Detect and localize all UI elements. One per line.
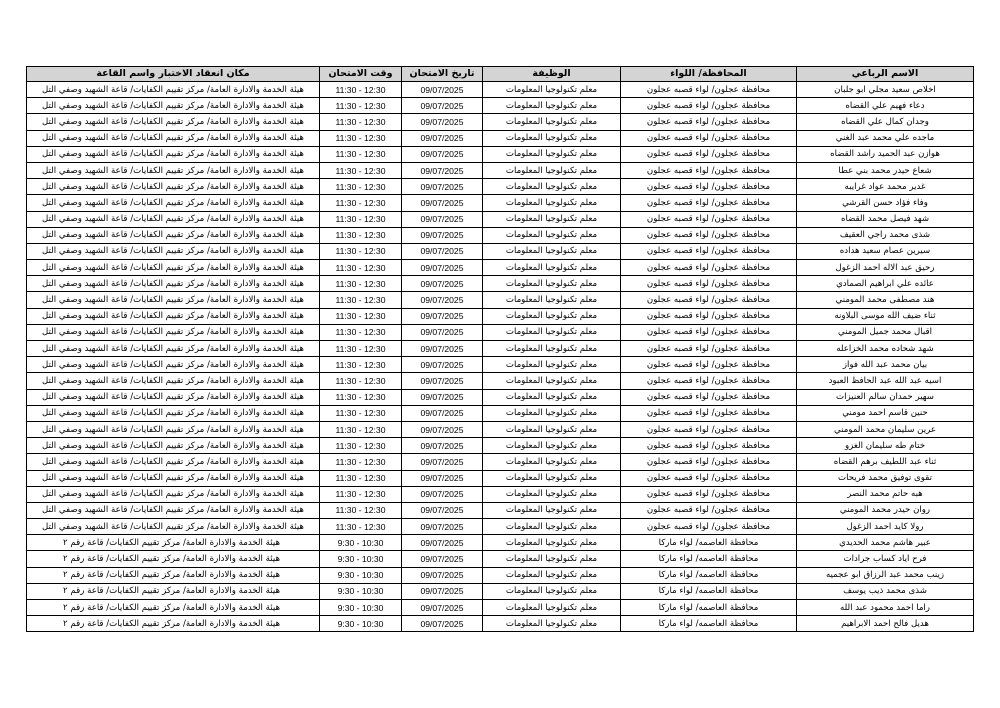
cell-exam-time: 11:30 - 12:30 xyxy=(320,146,402,162)
table-row xyxy=(27,551,974,567)
table-row xyxy=(27,179,974,195)
cell-exam-place: هيئة الخدمة والادارة العامة/ مركز تقييم الكفايات/ قاعة الشهيد وصفي التل xyxy=(27,454,320,470)
cell-name: ثناء عبد اللطيف برهم القضاه xyxy=(797,454,974,470)
cell-exam-date: 09/07/2025 xyxy=(402,227,483,243)
cell-governorate: محافظة عجلون/ لواء قصبه عجلون xyxy=(621,260,797,276)
table-row xyxy=(27,600,974,616)
cell-name: رولا كايد احمد الزغول xyxy=(797,519,974,535)
table-row xyxy=(27,405,974,421)
cell-job: معلم تكنولوجيا المعلومات xyxy=(483,373,621,389)
cell-exam-place: هيئة الخدمة والادارة العامة/ مركز تقييم الكفايات/ قاعة الشهيد وصفي التل xyxy=(27,308,320,324)
cell-governorate: محافظة العاصمه/ لواء ماركا xyxy=(621,583,797,599)
cell-governorate: محافظة عجلون/ لواء قصبه عجلون xyxy=(621,162,797,178)
cell-governorate: محافظة عجلون/ لواء قصبه عجلون xyxy=(621,98,797,114)
table-row xyxy=(27,114,974,130)
cell-name: غدير محمد عواد غرايبه xyxy=(797,179,974,195)
cell-name: اخلاص سعيد مجلي ابو جلبان xyxy=(797,82,974,98)
cell-governorate: محافظة عجلون/ لواء قصبه عجلون xyxy=(621,405,797,421)
cell-exam-date: 09/07/2025 xyxy=(402,114,483,130)
cell-name: روان حيدر محمد المومني xyxy=(797,502,974,518)
cell-exam-date: 09/07/2025 xyxy=(402,276,483,292)
cell-exam-time: 11:30 - 12:30 xyxy=(320,421,402,437)
cell-exam-time: 11:30 - 12:30 xyxy=(320,211,402,227)
cell-exam-place: هيئة الخدمة والادارة العامة/ مركز تقييم الكفايات/ قاعة الشهيد وصفي التل xyxy=(27,341,320,357)
table-row xyxy=(27,616,974,632)
cell-job: معلم تكنولوجيا المعلومات xyxy=(483,260,621,276)
cell-job: معلم تكنولوجيا المعلومات xyxy=(483,357,621,373)
cell-governorate: محافظة عجلون/ لواء قصبه عجلون xyxy=(621,308,797,324)
cell-exam-place: هيئة الخدمة والادارة العامة/ مركز تقييم الكفايات/ قاعة الشهيد وصفي التل xyxy=(27,357,320,373)
cell-exam-time: 11:30 - 12:30 xyxy=(320,454,402,470)
cell-exam-place: هيئة الخدمة والادارة العامة/ مركز تقييم الكفايات/ قاعة الشهيد وصفي التل xyxy=(27,324,320,340)
cell-governorate: محافظة عجلون/ لواء قصبه عجلون xyxy=(621,438,797,454)
table-row xyxy=(27,260,974,276)
cell-exam-time: 11:30 - 12:30 xyxy=(320,130,402,146)
cell-exam-place: هيئة الخدمة والادارة العامة/ مركز تقييم الكفايات/ قاعة الشهيد وصفي التل xyxy=(27,470,320,486)
cell-exam-date: 09/07/2025 xyxy=(402,535,483,551)
table-row xyxy=(27,583,974,599)
cell-governorate: محافظة عجلون/ لواء قصبه عجلون xyxy=(621,486,797,502)
column-header-name: الاسم الرباعي xyxy=(797,67,974,82)
cell-exam-date: 09/07/2025 xyxy=(402,373,483,389)
cell-governorate: محافظة عجلون/ لواء قصبه عجلون xyxy=(621,146,797,162)
cell-exam-time: 11:30 - 12:30 xyxy=(320,179,402,195)
cell-name: اسيه عبد الله عبد الحافظ العبود xyxy=(797,373,974,389)
cell-exam-place: هيئة الخدمة والادارة العامة/ مركز تقييم الكفايات/ قاعة الشهيد وصفي التل xyxy=(27,276,320,292)
cell-name: زينب محمد عبد الرزاق ابو عجميه xyxy=(797,567,974,583)
cell-exam-date: 09/07/2025 xyxy=(402,389,483,405)
cell-exam-time: 11:30 - 12:30 xyxy=(320,162,402,178)
cell-exam-place: هيئة الخدمة والادارة العامة/ مركز تقييم الكفايات/ قاعة الشهيد وصفي التل xyxy=(27,260,320,276)
cell-exam-time: 9:30 - 10:30 xyxy=(320,616,402,632)
table-row xyxy=(27,502,974,518)
cell-exam-time: 11:30 - 12:30 xyxy=(320,292,402,308)
cell-job: معلم تكنولوجيا المعلومات xyxy=(483,341,621,357)
table-row xyxy=(27,308,974,324)
cell-exam-date: 09/07/2025 xyxy=(402,600,483,616)
cell-exam-time: 11:30 - 12:30 xyxy=(320,373,402,389)
cell-exam-place: هيئة الخدمة والادارة العامة/ مركز تقييم الكفايات/ قاعة الشهيد وصفي التل xyxy=(27,405,320,421)
cell-job: معلم تكنولوجيا المعلومات xyxy=(483,519,621,535)
cell-governorate: محافظة العاصمه/ لواء ماركا xyxy=(621,600,797,616)
cell-exam-time: 11:30 - 12:30 xyxy=(320,438,402,454)
cell-governorate: محافظة عجلون/ لواء قصبه عجلون xyxy=(621,341,797,357)
table-row xyxy=(27,486,974,502)
cell-exam-date: 09/07/2025 xyxy=(402,421,483,437)
cell-governorate: محافظة العاصمه/ لواء ماركا xyxy=(621,551,797,567)
table-row xyxy=(27,98,974,114)
cell-exam-place: هيئة الخدمة والادارة العامة/ مركز تقييم الكفايات/ قاعة رقم ٢ xyxy=(27,616,320,632)
cell-name: شهد شحاده محمد الخزاعله xyxy=(797,341,974,357)
cell-name: رحيق عبد الاله احمد الزغول xyxy=(797,260,974,276)
cell-name: هديل فالح احمد الابراهيم xyxy=(797,616,974,632)
cell-exam-date: 09/07/2025 xyxy=(402,519,483,535)
table-row xyxy=(27,292,974,308)
cell-exam-place: هيئة الخدمة والادارة العامة/ مركز تقييم الكفايات/ قاعة رقم ٢ xyxy=(27,567,320,583)
cell-governorate: محافظة عجلون/ لواء قصبه عجلون xyxy=(621,292,797,308)
cell-governorate: محافظة عجلون/ لواء قصبه عجلون xyxy=(621,211,797,227)
cell-exam-date: 09/07/2025 xyxy=(402,243,483,259)
cell-exam-date: 09/07/2025 xyxy=(402,179,483,195)
table-row xyxy=(27,82,974,98)
cell-governorate: محافظة عجلون/ لواء قصبه عجلون xyxy=(621,324,797,340)
cell-name: ماجده علي محمد عبد الغني xyxy=(797,130,974,146)
cell-governorate: محافظة العاصمه/ لواء ماركا xyxy=(621,567,797,583)
cell-job: معلم تكنولوجيا المعلومات xyxy=(483,470,621,486)
column-header-place: مكان انعقاد الاختبار واسم القاعة xyxy=(27,67,320,82)
table-row xyxy=(27,535,974,551)
cell-job: معلم تكنولوجيا المعلومات xyxy=(483,195,621,211)
cell-exam-time: 9:30 - 10:30 xyxy=(320,600,402,616)
cell-governorate: محافظة عجلون/ لواء قصبه عجلون xyxy=(621,389,797,405)
cell-job: معلم تكنولوجيا المعلومات xyxy=(483,130,621,146)
cell-exam-date: 09/07/2025 xyxy=(402,130,483,146)
cell-name: شهد فيصل محمد القضاه xyxy=(797,211,974,227)
cell-governorate: محافظة العاصمه/ لواء ماركا xyxy=(621,535,797,551)
cell-job: معلم تكنولوجيا المعلومات xyxy=(483,583,621,599)
cell-job: معلم تكنولوجيا المعلومات xyxy=(483,292,621,308)
cell-governorate: محافظة عجلون/ لواء قصبه عجلون xyxy=(621,357,797,373)
cell-exam-time: 11:30 - 12:30 xyxy=(320,324,402,340)
cell-exam-time: 11:30 - 12:30 xyxy=(320,486,402,502)
cell-name: عبير هاشم محمد الحديدي xyxy=(797,535,974,551)
candidates-table xyxy=(26,66,974,632)
cell-name: بيان محمد عبد الله فواز xyxy=(797,357,974,373)
table-row xyxy=(27,357,974,373)
cell-name: شذى محمد راجي العقيف xyxy=(797,227,974,243)
cell-job: معلم تكنولوجيا المعلومات xyxy=(483,114,621,130)
cell-name: هبه حاتم محمد النصر xyxy=(797,486,974,502)
cell-job: معلم تكنولوجيا المعلومات xyxy=(483,600,621,616)
cell-exam-place: هيئة الخدمة والادارة العامة/ مركز تقييم الكفايات/ قاعة الشهيد وصفي التل xyxy=(27,82,320,98)
cell-job: معلم تكنولوجيا المعلومات xyxy=(483,82,621,98)
cell-exam-date: 09/07/2025 xyxy=(402,405,483,421)
cell-exam-date: 09/07/2025 xyxy=(402,162,483,178)
cell-exam-date: 09/07/2025 xyxy=(402,454,483,470)
table-row xyxy=(27,324,974,340)
table-row xyxy=(27,243,974,259)
cell-exam-date: 09/07/2025 xyxy=(402,260,483,276)
cell-name: وجدان كمال علي القضاه xyxy=(797,114,974,130)
cell-job: معلم تكنولوجيا المعلومات xyxy=(483,324,621,340)
cell-name: اقبال محمد جميل المومني xyxy=(797,324,974,340)
cell-name: ختام طه سليمان الغزو xyxy=(797,438,974,454)
cell-governorate: محافظة عجلون/ لواء قصبه عجلون xyxy=(621,454,797,470)
table-row xyxy=(27,519,974,535)
cell-name: عرين سليمان محمد المومني xyxy=(797,421,974,437)
cell-exam-place: هيئة الخدمة والادارة العامة/ مركز تقييم الكفايات/ قاعة الشهيد وصفي التل xyxy=(27,519,320,535)
table-row xyxy=(27,438,974,454)
cell-job: معلم تكنولوجيا المعلومات xyxy=(483,162,621,178)
cell-exam-place: هيئة الخدمة والادارة العامة/ مركز تقييم الكفايات/ قاعة الشهيد وصفي التل xyxy=(27,162,320,178)
cell-job: معلم تكنولوجيا المعلومات xyxy=(483,567,621,583)
cell-name: فرح اياد كساب جرادات xyxy=(797,551,974,567)
cell-name: راما احمد محمود عبد الله xyxy=(797,600,974,616)
cell-governorate: محافظة عجلون/ لواء قصبه عجلون xyxy=(621,114,797,130)
cell-exam-date: 09/07/2025 xyxy=(402,616,483,632)
cell-job: معلم تكنولوجيا المعلومات xyxy=(483,308,621,324)
cell-exam-place: هيئة الخدمة والادارة العامة/ مركز تقييم الكفايات/ قاعة الشهيد وصفي التل xyxy=(27,130,320,146)
cell-exam-time: 11:30 - 12:30 xyxy=(320,82,402,98)
table-row xyxy=(27,211,974,227)
cell-governorate: محافظة عجلون/ لواء قصبه عجلون xyxy=(621,227,797,243)
cell-name: ثناء ضيف الله موسى البلاونه xyxy=(797,308,974,324)
cell-exam-place: هيئة الخدمة والادارة العامة/ مركز تقييم الكفايات/ قاعة الشهيد وصفي التل xyxy=(27,389,320,405)
cell-job: معلم تكنولوجيا المعلومات xyxy=(483,98,621,114)
cell-name: شذى محمد ذيب يوسف xyxy=(797,583,974,599)
cell-exam-place: هيئة الخدمة والادارة العامة/ مركز تقييم الكفايات/ قاعة الشهيد وصفي التل xyxy=(27,98,320,114)
cell-exam-date: 09/07/2025 xyxy=(402,211,483,227)
cell-governorate: محافظة عجلون/ لواء قصبه عجلون xyxy=(621,519,797,535)
cell-exam-place: هيئة الخدمة والادارة العامة/ مركز تقييم الكفايات/ قاعة الشهيد وصفي التل xyxy=(27,373,320,389)
cell-exam-time: 11:30 - 12:30 xyxy=(320,227,402,243)
cell-governorate: محافظة عجلون/ لواء قصبه عجلون xyxy=(621,276,797,292)
cell-exam-place: هيئة الخدمة والادارة العامة/ مركز تقييم الكفايات/ قاعة رقم ٢ xyxy=(27,535,320,551)
cell-governorate: محافظة عجلون/ لواء قصبه عجلون xyxy=(621,502,797,518)
cell-exam-time: 9:30 - 10:30 xyxy=(320,567,402,583)
cell-exam-place: هيئة الخدمة والادارة العامة/ مركز تقييم الكفايات/ قاعة الشهيد وصفي التل xyxy=(27,502,320,518)
cell-governorate: محافظة عجلون/ لواء قصبه عجلون xyxy=(621,82,797,98)
cell-name: شعاع حيدر محمد بني عطا xyxy=(797,162,974,178)
cell-exam-date: 09/07/2025 xyxy=(402,583,483,599)
cell-exam-time: 11:30 - 12:30 xyxy=(320,243,402,259)
cell-job: معلم تكنولوجيا المعلومات xyxy=(483,243,621,259)
cell-exam-time: 9:30 - 10:30 xyxy=(320,551,402,567)
cell-job: معلم تكنولوجيا المعلومات xyxy=(483,486,621,502)
cell-exam-place: هيئة الخدمة والادارة العامة/ مركز تقييم الكفايات/ قاعة الشهيد وصفي التل xyxy=(27,195,320,211)
cell-exam-date: 09/07/2025 xyxy=(402,567,483,583)
cell-job: معلم تكنولوجيا المعلومات xyxy=(483,227,621,243)
table-row xyxy=(27,470,974,486)
cell-exam-date: 09/07/2025 xyxy=(402,341,483,357)
cell-job: معلم تكنولوجيا المعلومات xyxy=(483,276,621,292)
cell-governorate: محافظة عجلون/ لواء قصبه عجلون xyxy=(621,421,797,437)
cell-job: معلم تكنولوجيا المعلومات xyxy=(483,179,621,195)
cell-name: هند مصطفى محمد المومني xyxy=(797,292,974,308)
cell-exam-place: هيئة الخدمة والادارة العامة/ مركز تقييم الكفايات/ قاعة الشهيد وصفي التل xyxy=(27,114,320,130)
cell-governorate: محافظة عجلون/ لواء قصبه عجلون xyxy=(621,179,797,195)
cell-exam-date: 09/07/2025 xyxy=(402,146,483,162)
cell-exam-place: هيئة الخدمة والادارة العامة/ مركز تقييم الكفايات/ قاعة الشهيد وصفي التل xyxy=(27,179,320,195)
cell-exam-place: هيئة الخدمة والادارة العامة/ مركز تقييم الكفايات/ قاعة الشهيد وصفي التل xyxy=(27,292,320,308)
cell-exam-place: هيئة الخدمة والادارة العامة/ مركز تقييم الكفايات/ قاعة الشهيد وصفي التل xyxy=(27,438,320,454)
cell-exam-place: هيئة الخدمة والادارة العامة/ مركز تقييم الكفايات/ قاعة رقم ٢ xyxy=(27,600,320,616)
cell-exam-date: 09/07/2025 xyxy=(402,324,483,340)
cell-job: معلم تكنولوجيا المعلومات xyxy=(483,438,621,454)
cell-exam-date: 09/07/2025 xyxy=(402,551,483,567)
cell-exam-place: هيئة الخدمة والادارة العامة/ مركز تقييم الكفايات/ قاعة الشهيد وصفي التل xyxy=(27,227,320,243)
cell-exam-time: 11:30 - 12:30 xyxy=(320,502,402,518)
cell-job: معلم تكنولوجيا المعلومات xyxy=(483,616,621,632)
cell-exam-time: 11:30 - 12:30 xyxy=(320,195,402,211)
table-row xyxy=(27,373,974,389)
table-row xyxy=(27,454,974,470)
cell-exam-date: 09/07/2025 xyxy=(402,82,483,98)
cell-job: معلم تكنولوجيا المعلومات xyxy=(483,535,621,551)
cell-exam-time: 11:30 - 12:30 xyxy=(320,98,402,114)
table-row xyxy=(27,567,974,583)
cell-job: معلم تكنولوجيا المعلومات xyxy=(483,389,621,405)
cell-exam-date: 09/07/2025 xyxy=(402,357,483,373)
cell-exam-place: هيئة الخدمة والادارة العامة/ مركز تقييم الكفايات/ قاعة رقم ٢ xyxy=(27,583,320,599)
cell-governorate: محافظة عجلون/ لواء قصبه عجلون xyxy=(621,470,797,486)
cell-exam-date: 09/07/2025 xyxy=(402,195,483,211)
column-header-time: وقت الامتحان xyxy=(320,67,402,82)
cell-exam-place: هيئة الخدمة والادارة العامة/ مركز تقييم الكفايات/ قاعة الشهيد وصفي التل xyxy=(27,486,320,502)
cell-job: معلم تكنولوجيا المعلومات xyxy=(483,146,621,162)
table-header-row xyxy=(27,67,974,82)
cell-governorate: محافظة عجلون/ لواء قصبه عجلون xyxy=(621,243,797,259)
cell-name: تقوى توفيق محمد فريحات xyxy=(797,470,974,486)
table-body xyxy=(27,82,974,632)
cell-governorate: محافظة عجلون/ لواء قصبه عجلون xyxy=(621,130,797,146)
exam-schedule-sheet xyxy=(26,66,973,632)
cell-exam-date: 09/07/2025 xyxy=(402,502,483,518)
cell-exam-time: 11:30 - 12:30 xyxy=(320,389,402,405)
table-row xyxy=(27,146,974,162)
column-header-date: تاريخ الامتحان xyxy=(402,67,483,82)
column-header-job: الوظيفة xyxy=(483,67,621,82)
cell-exam-place: هيئة الخدمة والادارة العامة/ مركز تقييم الكفايات/ قاعة الشهيد وصفي التل xyxy=(27,421,320,437)
cell-exam-time: 11:30 - 12:30 xyxy=(320,519,402,535)
table-row xyxy=(27,276,974,292)
cell-exam-time: 9:30 - 10:30 xyxy=(320,535,402,551)
cell-name: حنين قاسم احمد مومني xyxy=(797,405,974,421)
table-row xyxy=(27,421,974,437)
cell-job: معلم تكنولوجيا المعلومات xyxy=(483,405,621,421)
cell-exam-time: 11:30 - 12:30 xyxy=(320,260,402,276)
cell-job: معلم تكنولوجيا المعلومات xyxy=(483,551,621,567)
cell-job: معلم تكنولوجيا المعلومات xyxy=(483,454,621,470)
cell-governorate: محافظة عجلون/ لواء قصبه عجلون xyxy=(621,373,797,389)
cell-name: وفاء فؤاد حسن القرشي xyxy=(797,195,974,211)
cell-exam-time: 9:30 - 10:30 xyxy=(320,583,402,599)
cell-exam-date: 09/07/2025 xyxy=(402,470,483,486)
table-row xyxy=(27,389,974,405)
cell-exam-time: 11:30 - 12:30 xyxy=(320,308,402,324)
cell-exam-date: 09/07/2025 xyxy=(402,308,483,324)
cell-name: عائده علي ابراهيم الصمادي xyxy=(797,276,974,292)
table-row xyxy=(27,227,974,243)
cell-exam-place: هيئة الخدمة والادارة العامة/ مركز تقييم الكفايات/ قاعة الشهيد وصفي التل xyxy=(27,243,320,259)
cell-name: دعاء فهيم علي القضاه xyxy=(797,98,974,114)
cell-exam-time: 11:30 - 12:30 xyxy=(320,470,402,486)
cell-exam-time: 11:30 - 12:30 xyxy=(320,405,402,421)
cell-exam-place: هيئة الخدمة والادارة العامة/ مركز تقييم الكفايات/ قاعة رقم ٢ xyxy=(27,551,320,567)
cell-name: سهير حمدان سالم العنيزات xyxy=(797,389,974,405)
column-header-governorate: المحافظة/ اللواء xyxy=(621,67,797,82)
cell-name: سيرين عصام سعيد هداده xyxy=(797,243,974,259)
cell-exam-place: هيئة الخدمة والادارة العامة/ مركز تقييم الكفايات/ قاعة الشهيد وصفي التل xyxy=(27,146,320,162)
cell-job: معلم تكنولوجيا المعلومات xyxy=(483,421,621,437)
cell-job: معلم تكنولوجيا المعلومات xyxy=(483,211,621,227)
table-row xyxy=(27,130,974,146)
cell-exam-time: 11:30 - 12:30 xyxy=(320,114,402,130)
cell-exam-time: 11:30 - 12:30 xyxy=(320,357,402,373)
cell-exam-date: 09/07/2025 xyxy=(402,486,483,502)
cell-exam-time: 11:30 - 12:30 xyxy=(320,341,402,357)
cell-exam-time: 11:30 - 12:30 xyxy=(320,276,402,292)
cell-exam-place: هيئة الخدمة والادارة العامة/ مركز تقييم الكفايات/ قاعة الشهيد وصفي التل xyxy=(27,211,320,227)
cell-governorate: محافظة عجلون/ لواء قصبه عجلون xyxy=(621,195,797,211)
cell-exam-date: 09/07/2025 xyxy=(402,292,483,308)
table-row xyxy=(27,162,974,178)
cell-governorate: محافظة العاصمه/ لواء ماركا xyxy=(621,616,797,632)
cell-job: معلم تكنولوجيا المعلومات xyxy=(483,502,621,518)
table-row xyxy=(27,195,974,211)
cell-name: هوازن عبد الحميد راشد القضاه xyxy=(797,146,974,162)
table-row xyxy=(27,341,974,357)
cell-exam-date: 09/07/2025 xyxy=(402,98,483,114)
cell-exam-date: 09/07/2025 xyxy=(402,438,483,454)
